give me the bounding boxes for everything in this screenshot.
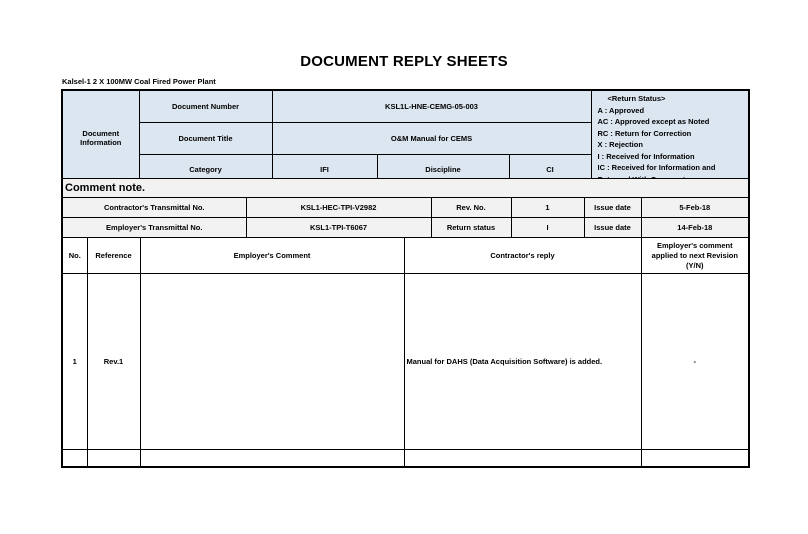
plant-name: Kalsel-1 2 X 100MW Coal Fired Power Plant: [62, 77, 216, 86]
row-contractor-reply[interactable]: Manual for DAHS (Data Acquisition Software) is added.: [404, 274, 641, 450]
table-row: [62, 274, 749, 450]
return-status-label: Return status: [431, 218, 511, 238]
col-no: No.: [62, 238, 87, 274]
status-received-info: I : Received for Information: [597, 151, 695, 161]
doc-title-label: Document Title: [139, 122, 272, 154]
status-approved-noted: AC : Approved except as Noted: [597, 117, 710, 126]
row-reference: Rev.1: [87, 274, 140, 450]
col-contractor-reply: Contractor's reply: [404, 238, 641, 274]
employer-transmittal-label: Employer's Transmittal No.: [62, 218, 246, 238]
rev-no-value: 1: [511, 198, 584, 218]
empty-cell[interactable]: [140, 450, 404, 467]
rev-no-label: Rev. No.: [431, 198, 511, 218]
return-status-legend: [591, 90, 749, 186]
issue-date-label-2: Issue date: [584, 218, 641, 238]
empty-cell: [62, 450, 87, 467]
issue-date-label: Issue date: [584, 198, 641, 218]
discipline-value: CI: [509, 154, 591, 186]
doc-title-value: O&M Manual for CEMS: [272, 122, 591, 154]
empty-cell: [87, 450, 140, 467]
row-employer-comment[interactable]: [140, 274, 404, 450]
return-status-header: <Return Status>: [607, 94, 666, 103]
page-title: DOCUMENT REPLY SHEETS: [300, 53, 508, 70]
employer-transmittal-no: KSL1-TPI-T6067: [246, 218, 431, 238]
row-applied[interactable]: -: [641, 274, 749, 450]
col-employer-next: Employer's comment applied to next Revision (Y/N): [641, 238, 749, 274]
status-received-info-comments: IC : Received for Information and: [597, 163, 716, 172]
category-value: IFI: [272, 154, 377, 186]
document-info-table: [61, 89, 750, 187]
discipline-label: Discipline: [377, 154, 509, 186]
category-label: Category: [139, 154, 272, 186]
comments-table: [61, 178, 750, 468]
doc-number-value: KSL1L-HNE-CEMG-05-003: [272, 90, 591, 122]
table-row-empty: [62, 450, 749, 467]
col-employer-comment: Employer's Comment: [140, 238, 404, 274]
status-rejection: X : Rejection: [597, 140, 643, 149]
issue-date-1: 5-Feb-18: [641, 198, 749, 218]
col-reference: Reference: [87, 238, 140, 274]
doc-number-label: Document Number: [139, 90, 272, 122]
comment-note: Comment note.: [62, 179, 749, 198]
issue-date-2: 14-Feb-18: [641, 218, 749, 238]
document-information-label: Document Information: [62, 90, 139, 186]
row-no: 1: [62, 274, 87, 450]
return-status-value: I: [511, 218, 584, 238]
status-return-correction: RC : Return for Correction: [597, 128, 692, 138]
empty-cell[interactable]: [404, 450, 641, 467]
status-approved: A : Approved: [597, 105, 645, 115]
contractor-transmittal-label: Contractor's Transmittal No.: [62, 198, 246, 218]
empty-cell[interactable]: [641, 450, 749, 467]
contractor-transmittal-no: KSL1-HEC-TPI-V2982: [246, 198, 431, 218]
